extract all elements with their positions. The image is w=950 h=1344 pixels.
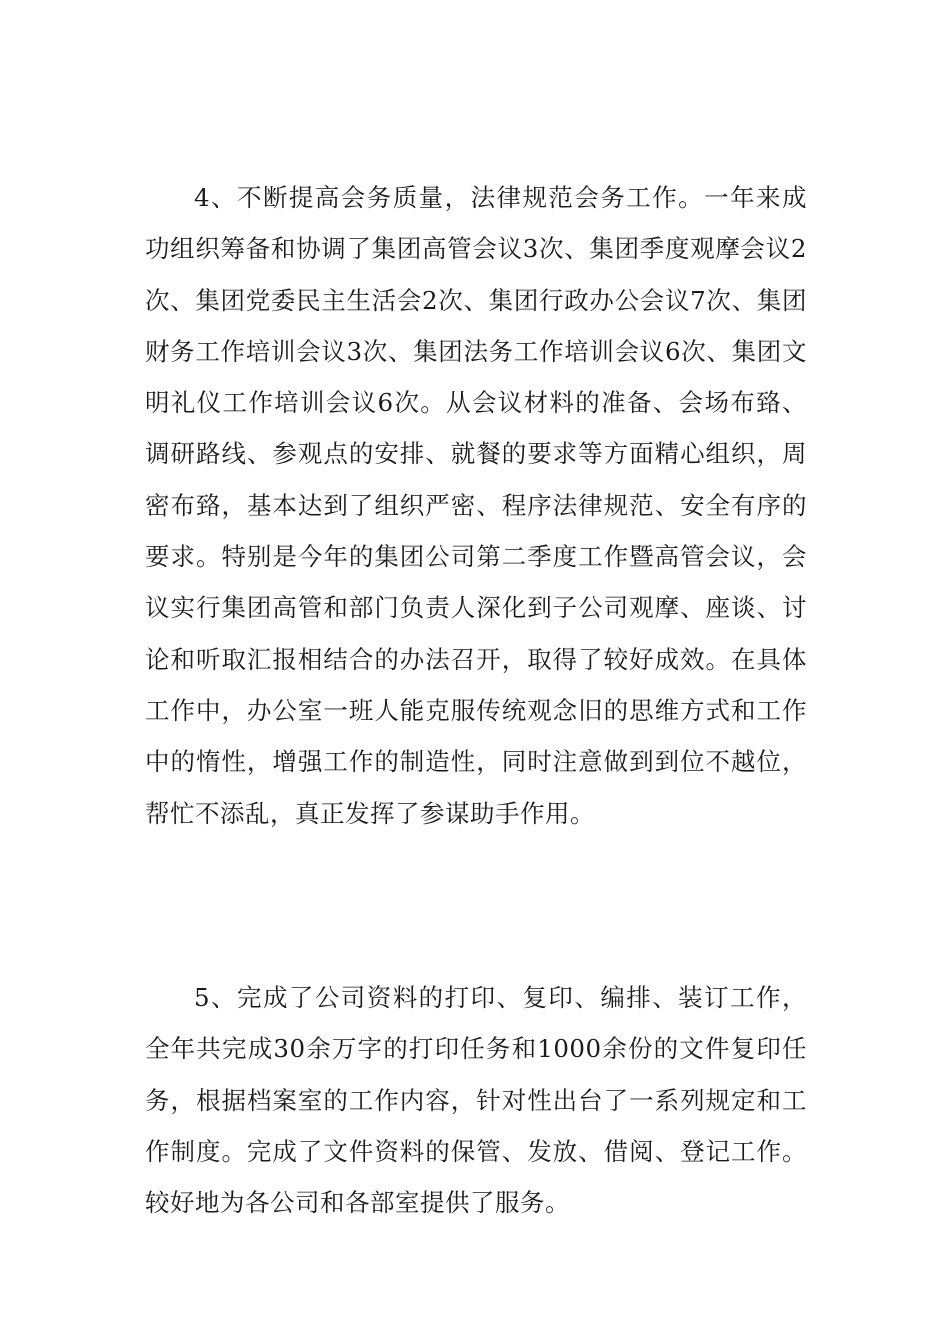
paragraph-item-5: 5、完成了公司资料的打印、复印、编排、装订工作，全年共完成30余万字的打印任务和1000余份的文件复印任务，根据档案室的工作内容，针对性出台了一系列规定和工作制度。完成了文件资料的保管、发放、借阅、登记工作。较好地为各公司和各部室提供了服务。 bbox=[145, 983, 807, 1218]
paragraph-item-4: 4、不断提高会务质量，法律规范会务工作。一年来成功组织筹备和协调了集团高管会议3次、集团季度观摩会议2次、集团党委民主生活会2次、集团行政办公会议7次、集团财务工作培训会议3次、集团法务工作培训会议6次、集团文明礼仪工作培训会议6次。从会议材料的准备、会场布臵、调研路线、参观点的安排、就餐的要求等方面精心组织，周密布臵，基本达到了组织严密、程序法律规范、安全有序的要求。特别是今年的集团公司第二季度工作暨高管会议，会议实行集团高管和部门负责人深化到子公司观摩、座谈、讨论和听取汇报相结合的办法召开，取得了较好成效。在具体工作中，办公室一班人能克服传统观念旧的思维方式和工作中的惰性，增强工作的制造性，同时注意做到到位不越位，帮忙不添乱，真正发挥了参谋助手作用。 bbox=[145, 183, 807, 828]
